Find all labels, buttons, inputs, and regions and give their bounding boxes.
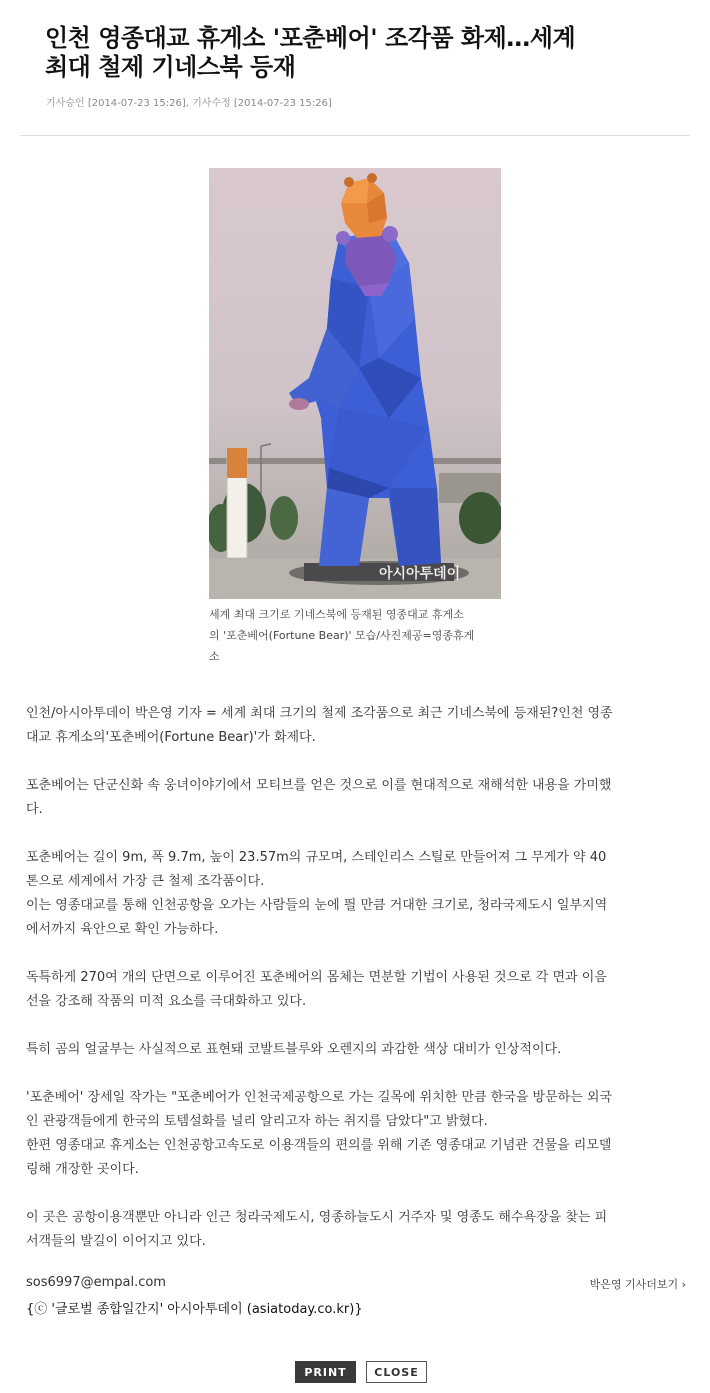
paragraph-line: 링해 개장한 곳이다. — [26, 1162, 139, 1177]
paragraph-line: 인 관광객들에게 한국의 토템설화를 널리 알리고자 하는 취지를 담았다"고 밝혔다. — [26, 1114, 488, 1129]
article-title — [45, 24, 685, 82]
photo-watermark: 아시아투데이 — [379, 566, 461, 582]
paragraph-line: 독특하게 270여 개의 단면으로 이루어진 포춘베어의 몸체는 면분할 기법이 사용된 것으로 각 면과 이음 — [26, 970, 607, 985]
paragraph-line: 이 곳은 공항이용객뿐만 아니라 인근 청라국제도시, 영종하늘도시 거주자 및 영종도 해수욕장을 찾는 피 — [26, 1210, 608, 1225]
paragraph-line: 이는 영종대교를 통해 인천공항을 오가는 사람들의 눈에 띌 만큼 거대한 크기로, 청라국제도시 일부지역 — [26, 898, 608, 913]
paragraph-line: 대교 휴게소의'포춘베어(Fortune Bear)'가 화제다. — [26, 730, 316, 745]
paragraph — [26, 1206, 688, 1254]
paragraph-line: 서객들의 발길이 이어지고 있다. — [26, 1234, 206, 1249]
paragraph-line: 톤으로 세계에서 가장 큰 철제 조각품이다. — [26, 874, 265, 889]
paragraph — [26, 846, 688, 942]
photo-caption — [209, 604, 505, 667]
caption-line: 의 '포춘베어(Fortune Bear)' 모습/사진제공=영종휴게 — [209, 629, 475, 642]
paragraph-line: 선을 강조해 작품의 미적 요소를 극대화하고 있다. — [26, 994, 307, 1009]
paragraph — [26, 1038, 688, 1062]
paragraph-line: '포춘베어' 장세일 작가는 "포춘베어가 인천국제공항으로 가는 길목에 위치한 만큼 한국을 방문하는 외국 — [26, 1090, 613, 1105]
paragraph — [26, 1086, 688, 1182]
header-divider — [20, 135, 690, 136]
paragraph — [26, 966, 688, 1014]
paragraph-line: 포춘베어는 길이 9m, 폭 9.7m, 높이 23.57m의 규모며, 스테인리스 스틸로 만들어져 그 무게가 약 40 — [26, 850, 607, 865]
tree — [270, 496, 298, 540]
caption-line: 세계 최대 크기로 기네스북에 등재된 영종대교 휴게소 — [209, 608, 464, 621]
paragraph — [26, 702, 688, 750]
paragraph-line: 다. — [26, 802, 43, 817]
paragraph-line: 포춘베어는 단군신화 속 웅녀이야기에서 모티브를 얻은 것으로 이를 현대적으로 재해석한 내용을 가미했 — [26, 778, 612, 793]
reporter-email: sos6997@empal.com — [26, 1275, 166, 1290]
article-header — [45, 24, 685, 82]
paragraph-line: 한편 영종대교 휴게소는 인천공항고속도로 이용객들의 편의를 위해 기존 영종대교 기념관 건물을 리모델 — [26, 1138, 612, 1153]
article-title-line: 인천 영종대교 휴게소 '포춘베어' 조각품 화제…세계 — [45, 24, 576, 52]
close-button[interactable]: CLOSE — [366, 1361, 427, 1383]
article-meta: 기사승인 [2014-07-23 15:26], 기사수정 [2014-07-23 15:26] — [46, 98, 332, 109]
paragraph-line: 특히 곰의 얼굴부는 사실적으로 표현돼 코발트블루와 오렌지의 과감한 색상 대비가 인상적이다. — [26, 1042, 562, 1057]
print-button[interactable]: PRINT — [295, 1361, 356, 1383]
rest-area-sign-top — [227, 448, 247, 478]
paragraph — [26, 774, 688, 822]
article-photo — [209, 168, 501, 599]
article-title-line: 최대 철제 기네스북 등재 — [45, 53, 296, 81]
copyright-notice: {ⓒ '글로벌 종합일간지' 아시아투데이 (asiatoday.co.kr)} — [26, 1302, 363, 1317]
reporter-more-articles-link[interactable]: 박은영 기사더보기 › — [589, 1278, 686, 1291]
caption-line: 소 — [209, 650, 220, 663]
paragraph-line: 에서까지 육안으로 확인 가능하다. — [26, 922, 219, 937]
fortune-bear-photo — [209, 168, 501, 599]
article-body — [26, 702, 688, 1278]
tree — [459, 492, 501, 544]
paragraph-line: 인천/아시아투데이 박은영 기자 = 세계 최대 크기의 철제 조각품으로 최근 기네스북에 등재된?인천 영종 — [26, 706, 613, 721]
